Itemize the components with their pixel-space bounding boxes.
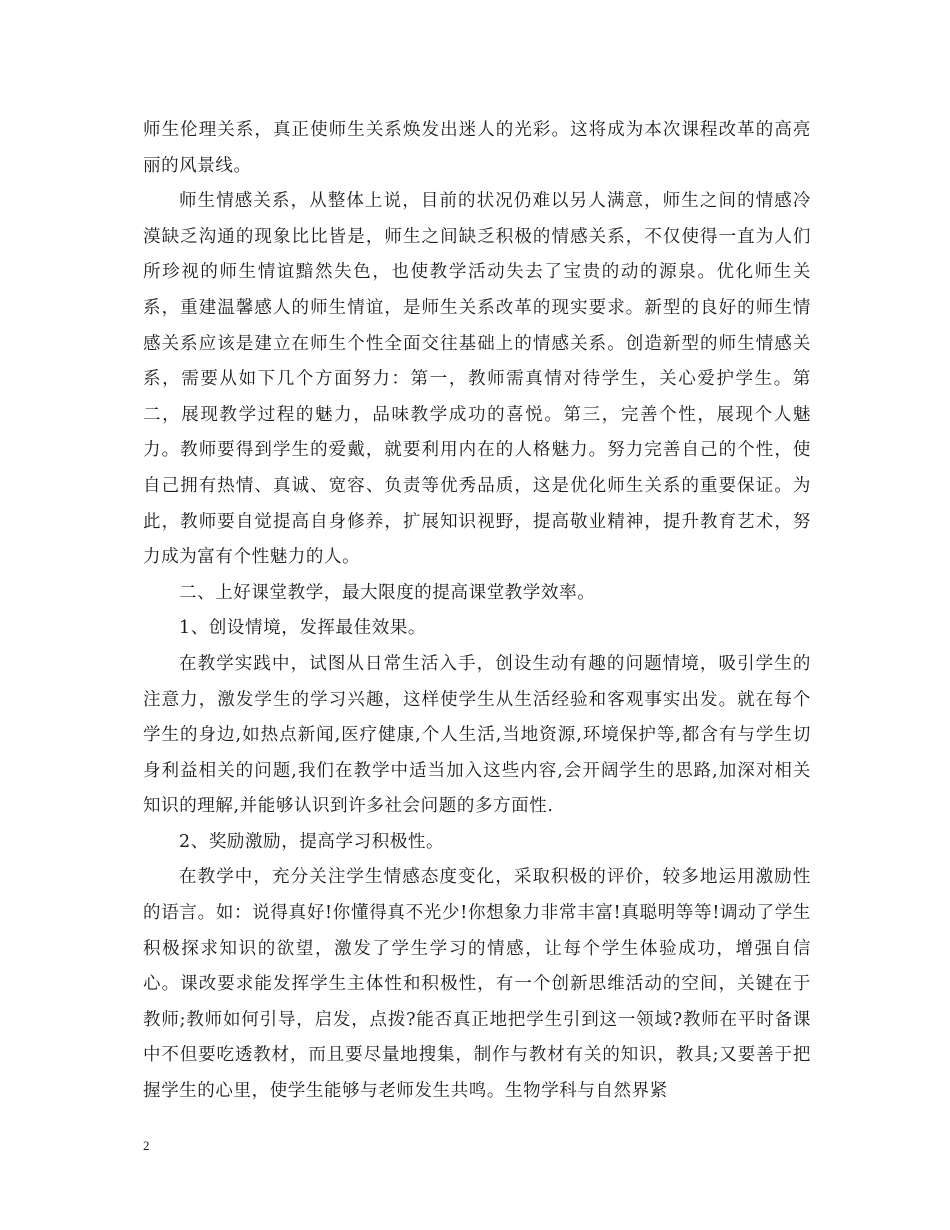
body-text [143,113,811,1110]
section-heading-classroom-teaching: 二、上好课堂教学，最大限度的提高课堂教学效率。 [179,582,596,603]
page-number: 2 [143,1138,150,1153]
paragraph-teaching-practice: 在教学实践中，试图从日常生活入手，创设生动有趣的问题情境，吸引学生的注意力，激发学生的学习兴趣，这样使学生从生活经验和客观事实出发。就在每个学生的身边,如热点新闻,医疗健康,个人生活,当地资源,环境保护等,都含有与学生切身利益相关的问题,我们在教学中适当加入这些内容,会开阔学生的思路,加深对相关知识的理解,并能够认识到许多社会问题的多方面性. [143,653,811,817]
paragraph-continuation: 师生伦理关系，真正使师生关系焕发出迷人的光彩。这将成为本次课程改革的高亮丽的风景线。 [143,120,811,176]
paragraph-emotional-relationship: 师生情感关系，从整体上说，目前的状况仍难以另人满意，师生之间的情感冷漠缺乏沟通的现象比比皆是，师生之间缺乏积极的情感关系，不仅使得一直为人们所珍视的师生情谊黯然失色，也使教学活动失去了宝贵的动的源泉。优化师生关系，重建温馨感人的师生情谊，是师生关系改革的现实要求。新型的良好的师生情感关系应该是建立在师生个性全面交往基础上的情感关系。创造新型的师生情感关系，需要从如下几个方面努力：第一，教师需真情对待学生，关心爱护学生。第二，展现教学过程的魅力，品味教学成功的喜悦。第三，完善个性，展现个人魅力。教师要得到学生的爱戴，就要利用内在的人格魅力。努力完善自己的个性，使自己拥有热情、真诚、宽容、负责等优秀品质，这是优化师生关系的重要保证。为此，教师要自觉提高自身修养，扩展知识视野，提高敬业精神，提升教育艺术，努力成为富有个性魅力的人。 [143,191,811,568]
paragraph-teaching-emotion: 在教学中，充分关注学生情感态度变化，采取积极的评价，较多地运用激励性的语言。如：说得真好!你懂得真不光少!你想象力非常丰富!真聪明等等!调动了学生积极探求知识的欲望，激发了学生学习的情感，让每个学生体验成功，增强自信心。课改要求能发挥学生主体性和积极性，有一个创新思维活动的空间，关键在于教师;教师如何引导，启发，点拨?能否真正地把学生引到这一领域?教师在平时备课中不但要吃透教材，而且要尽量地搜集，制作与教材有关的知识，教具;又要善于把握学生的心里，使学生能够与老师发生共鸣。生物学科与自然界紧 [143,867,811,1102]
subheading-create-situations: 1、创设情境，发挥最佳效果。 [179,618,427,639]
subheading-reward-motivation: 2、奖励激励，提高学习积极性。 [179,831,445,852]
